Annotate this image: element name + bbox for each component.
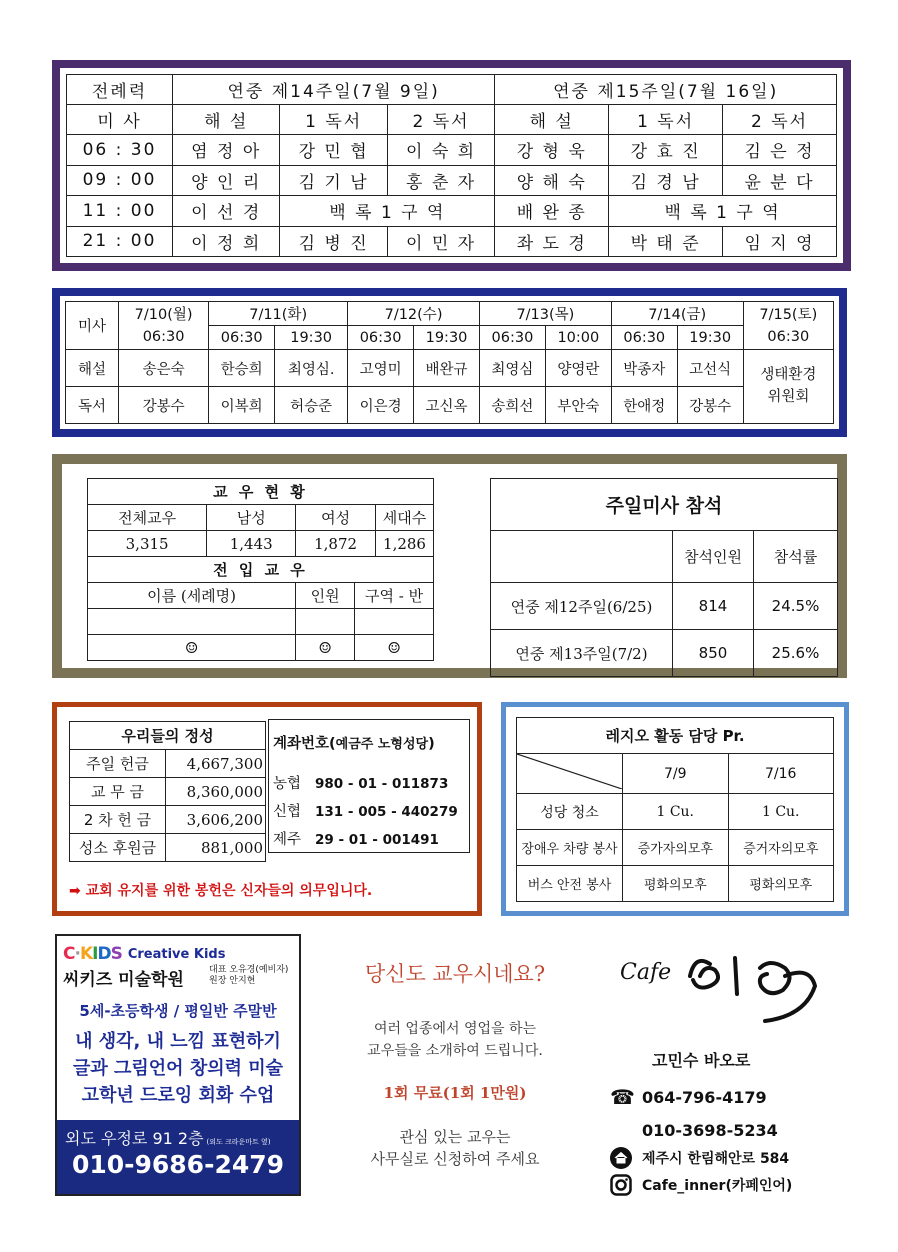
table-row — [66, 387, 834, 424]
assignee: 이 민 자 — [387, 226, 494, 257]
members-attendance-box — [52, 454, 847, 678]
members-table — [87, 478, 434, 661]
account-row — [273, 800, 458, 821]
table-row — [67, 165, 837, 196]
cafe-tel-row — [610, 1086, 767, 1108]
table-row — [70, 778, 266, 806]
commentator: 최영심 — [479, 350, 545, 387]
empty-cell — [296, 609, 355, 635]
commentator: 송은숙 — [119, 350, 209, 387]
ad-phone: 010-9686-2479 — [71, 1150, 285, 1179]
legio-assignee: 평화의모후 — [728, 866, 834, 902]
account-title-close: ) — [428, 736, 435, 752]
attendance-header: 참석인원 — [673, 531, 754, 583]
offering-box — [52, 702, 482, 916]
offering-label: 주일 헌금 — [70, 750, 166, 778]
legio-table — [516, 717, 834, 902]
day-header: 7/11(화) — [209, 302, 348, 326]
legio-task: 성당 청소 — [517, 794, 623, 830]
members-header: 세대수 — [382, 509, 427, 527]
mass-time: 19:30 — [275, 326, 348, 350]
attendance-week: 연중 제12주일(6/25) — [491, 583, 673, 630]
diagonal-line — [517, 754, 622, 789]
promo-desc: 여러 업종에서 영업을 하는 — [373, 1021, 537, 1037]
legio-assignee: 1 Cu. — [728, 794, 834, 830]
mass-time: 21 : 00 — [67, 226, 173, 257]
legio-task: 버스 안전 봉사 — [517, 866, 623, 902]
members-value: 3,315 — [88, 531, 207, 557]
table-row — [491, 583, 838, 630]
assignee: 김 기 남 — [280, 165, 387, 196]
smile-icon: ☺ — [296, 635, 355, 661]
commentator: 박종자 — [611, 350, 677, 387]
offering-title: 우리들의 정성 — [70, 722, 266, 750]
offering-value: 4,667,300 — [166, 750, 266, 778]
assignee: 강 민 협 — [280, 135, 387, 166]
table-row — [67, 226, 837, 257]
commentator: 배완규 — [414, 350, 480, 387]
role-label: 2 독서 — [723, 105, 837, 135]
smile-icon: ☺ — [88, 635, 296, 661]
offering-table — [69, 721, 266, 862]
offering-value: 8,360,000 — [166, 778, 266, 806]
mass-label: 미 사 — [67, 105, 173, 135]
legio-assignee: 증가자의모후 — [623, 830, 729, 866]
offering-label: 성소 후원금 — [70, 834, 166, 862]
legio-date: 7/16 — [728, 754, 834, 794]
role-label: 해 설 — [495, 105, 609, 135]
mass-time: 06:30 — [209, 326, 275, 350]
assignee: 양 인 리 — [173, 165, 280, 196]
legio-task: 장애우 차량 봉사 — [517, 830, 623, 866]
attendance-week: 연중 제13주일(7/2) — [491, 630, 673, 677]
assignee: 양 해 숙 — [495, 165, 609, 196]
table-row — [67, 196, 837, 227]
legio-assignee: 증거자의모후 — [728, 830, 834, 866]
commentator: 최영심. — [275, 350, 348, 387]
instagram-icon — [610, 1174, 632, 1196]
members-value: 1,443 — [207, 531, 296, 557]
diagonal-cell — [517, 754, 623, 794]
ad-address — [65, 1126, 271, 1149]
account-title — [273, 732, 435, 753]
table-row — [517, 866, 834, 902]
legio-date: 7/9 — [623, 754, 729, 794]
reader: 이은경 — [348, 387, 414, 424]
new-members-title: 전 입 교 우 — [88, 557, 434, 583]
legio-assignee: 평화의모후 — [623, 866, 729, 902]
legio-box — [501, 702, 849, 916]
role-label: 1 독서 — [609, 105, 723, 135]
saturday-group-line: 위원회 — [767, 388, 810, 405]
members-header: 여성 — [296, 505, 375, 530]
promo-section — [320, 950, 590, 1180]
bank-name: 농협 — [273, 776, 302, 792]
day-header: 7/14(금) — [611, 302, 743, 326]
new-members-header: 구역 - 반 — [355, 583, 434, 609]
cafe-tel: 064-796-4179 — [642, 1087, 767, 1107]
sunday-liturgy-table — [66, 74, 837, 257]
art-academy-ad — [55, 934, 301, 1196]
legio-title: 레지오 활동 담당 Pr. — [517, 718, 834, 754]
mass-time: 06:30 — [119, 326, 209, 350]
offering-label: 교 무 금 — [70, 778, 166, 806]
assignee: 김 경 남 — [609, 165, 723, 196]
cafe-logo-icon — [675, 946, 825, 1026]
reader: 허승준 — [275, 387, 348, 424]
commentator: 고영미 — [348, 350, 414, 387]
assignee: 배 완 종 — [495, 196, 609, 227]
mass-time: 06 : 30 — [67, 135, 173, 166]
empty-cell — [355, 609, 434, 635]
offering-note: ➡ 교회 유지를 위한 봉헌은 신자들의 의무입니다. — [69, 883, 373, 899]
assignee: 염 정 아 — [173, 135, 280, 166]
assignee: 윤 분 다 — [723, 165, 837, 196]
mass-time: 09 : 00 — [67, 165, 173, 196]
sunday-liturgy-box — [52, 60, 851, 271]
mass-label: 미사 — [66, 302, 119, 350]
account-number: 980 - 01 - 011873 — [315, 776, 449, 792]
table-row — [491, 630, 838, 677]
owner-line: 대표 오유경(예비자) — [209, 965, 289, 975]
commentary-label: 해설 — [66, 350, 119, 387]
table-row — [517, 830, 834, 866]
table-row — [67, 135, 837, 166]
commentator: 한승희 — [209, 350, 275, 387]
members-value: 1,286 — [383, 534, 426, 553]
account-row — [273, 772, 448, 793]
cafe-address-row — [610, 1147, 789, 1169]
account-holder: 예금주 노형성당 — [335, 737, 429, 752]
ad-line: 글과 그림언어 창의력 미술 — [72, 1058, 284, 1079]
offering-value: 881,000 — [166, 834, 266, 862]
reader: 이복희 — [209, 387, 275, 424]
attendance-title: 주일미사 참석 — [491, 479, 838, 531]
week15-header: 연중 제15주일(7월 16일) — [495, 75, 837, 105]
address-text: 외도 우정로 91 2층 — [65, 1129, 204, 1148]
empty-cell — [88, 609, 296, 635]
members-attendance-panel — [62, 464, 837, 668]
offering-label: 2 차 헌 금 — [70, 806, 166, 834]
smile-icon: ☺ — [355, 635, 434, 661]
table-row — [66, 350, 834, 387]
mass-time: 06:30 — [348, 326, 414, 350]
saturday-group — [743, 350, 833, 424]
members-header: 전체교우 — [88, 505, 207, 531]
ad-line: 고학년 드로잉 회화 수업 — [81, 1085, 275, 1106]
telephone-icon: ☎ — [610, 1085, 635, 1109]
promo-desc: 교우들을 소개하여 드립니다. — [367, 1043, 543, 1059]
members-value — [296, 531, 434, 557]
reader: 강봉수 — [677, 387, 743, 424]
role-label: 2 독서 — [387, 105, 494, 135]
ad-line: 5세-초등학생 / 평일반 주말반 — [79, 1002, 277, 1020]
assignee: 이 숙 희 — [387, 135, 494, 166]
promo-apply: 관심 있는 교우는 — [399, 1128, 511, 1146]
home-icon — [610, 1147, 632, 1169]
bank-account-panel — [268, 719, 470, 853]
commentator: 양영란 — [545, 350, 611, 387]
academy-name: 씨키즈 미술학원 — [63, 970, 184, 990]
mass-time: 06:30 — [743, 326, 833, 350]
members-value: 1,872 — [296, 531, 375, 556]
cafe-mobile: 010-3698-5234 — [642, 1121, 778, 1140]
mass-time: 11 : 00 — [67, 196, 173, 227]
liturgical-calendar-label: 전례력 — [67, 75, 173, 105]
mass-time: 06:30 — [479, 326, 545, 350]
brand-row — [63, 944, 225, 964]
assignee: 홍 춘 자 — [387, 165, 494, 196]
weekday-mass-table — [65, 301, 834, 424]
table-row — [517, 794, 834, 830]
reading-label: 독서 — [66, 387, 119, 424]
day-header: 7/15(토) — [743, 302, 833, 326]
day-header: 7/13(목) — [479, 302, 611, 326]
members-header: 남성 — [207, 505, 296, 531]
empty-cell — [491, 531, 673, 583]
cafe-ad — [600, 940, 870, 1200]
cafe-owner: 고민수 바오로 — [652, 1051, 751, 1070]
attendance-table — [490, 478, 838, 677]
owner-line: 원장 안지현 — [209, 976, 256, 986]
day-header: 7/10(월) — [119, 302, 209, 326]
brand-name: Creative Kids — [127, 946, 226, 962]
promo-apply: 사무실로 신청하여 주세요 — [370, 1150, 540, 1168]
contact-banner — [57, 1120, 299, 1194]
members-header — [296, 505, 434, 531]
assignee-group: 백 록 1 구 역 — [280, 196, 495, 227]
offering-value: 3,606,200 — [166, 806, 266, 834]
cafe-logo-text: Cafe — [620, 960, 672, 985]
assignee: 좌 도 경 — [495, 226, 609, 257]
reader: 고신옥 — [414, 387, 480, 424]
week14-header: 연중 제14주일(7월 9일) — [173, 75, 495, 105]
assignee: 김 은 정 — [723, 135, 837, 166]
attendance-header: 참석률 — [754, 531, 838, 583]
new-members-header: 이름 (세례명) — [88, 583, 296, 609]
bank-name: 신협 — [273, 804, 302, 820]
cafe-instagram: Cafe_inner(카페인어) — [642, 1178, 793, 1194]
assignee: 임 지 영 — [723, 226, 837, 257]
ad-line: 내 생각, 내 느낌 표현하기 — [75, 1031, 281, 1052]
reader: 부안숙 — [545, 387, 611, 424]
table-row — [70, 750, 266, 778]
address-note: (외도 크라운마트 옆) — [206, 1138, 271, 1146]
assignee: 박 태 준 — [609, 226, 723, 257]
attendance-count: 814 — [673, 583, 754, 630]
account-number: 29 - 01 - 001491 — [315, 832, 439, 848]
promo-title: 당신도 교우시네요? — [364, 962, 546, 986]
mass-time: 19:30 — [414, 326, 480, 350]
cafe-address: 제주시 한림해안로 584 — [642, 1151, 790, 1167]
account-row — [273, 828, 439, 849]
bank-name: 제주 — [273, 832, 302, 848]
saturday-group-line: 생태환경 — [760, 366, 817, 383]
role-label: 해 설 — [173, 105, 280, 135]
academy-owners — [209, 965, 288, 987]
members-title: 교 우 현 황 — [88, 479, 434, 505]
attendance-count: 850 — [673, 630, 754, 677]
creative-kids-logo-icon: C·KIDS — [63, 944, 122, 964]
mass-time: 19:30 — [677, 326, 743, 350]
reader: 한애정 — [611, 387, 677, 424]
new-members-header: 인원 — [296, 583, 355, 609]
weekday-mass-box — [52, 288, 847, 437]
reader: 송희선 — [479, 387, 545, 424]
assignee: 강 형 욱 — [495, 135, 609, 166]
table-row — [70, 806, 266, 834]
attendance-rate: 24.5% — [754, 583, 838, 630]
attendance-rate: 25.6% — [754, 630, 838, 677]
cafe-logo — [620, 946, 820, 1026]
commentator: 고선식 — [677, 350, 743, 387]
assignee: 이 선 경 — [173, 196, 280, 227]
assignee: 강 효 진 — [609, 135, 723, 166]
role-label: 1 독서 — [280, 105, 387, 135]
assignee-group: 백 록 1 구 역 — [609, 196, 837, 227]
account-number: 131 - 005 - 440279 — [315, 804, 458, 820]
mass-time: 10:00 — [545, 326, 611, 350]
assignee: 김 병 진 — [280, 226, 387, 257]
account-title-label: 계좌번호( — [273, 736, 336, 752]
day-header: 7/12(수) — [348, 302, 480, 326]
mass-time: 06:30 — [611, 326, 677, 350]
assignee: 이 정 희 — [173, 226, 280, 257]
promo-price: 1회 무료(1회 1만원) — [383, 1084, 527, 1102]
table-row — [70, 834, 266, 862]
cafe-insta-row — [610, 1174, 792, 1196]
reader: 강봉수 — [119, 387, 209, 424]
legio-assignee: 1 Cu. — [623, 794, 729, 830]
